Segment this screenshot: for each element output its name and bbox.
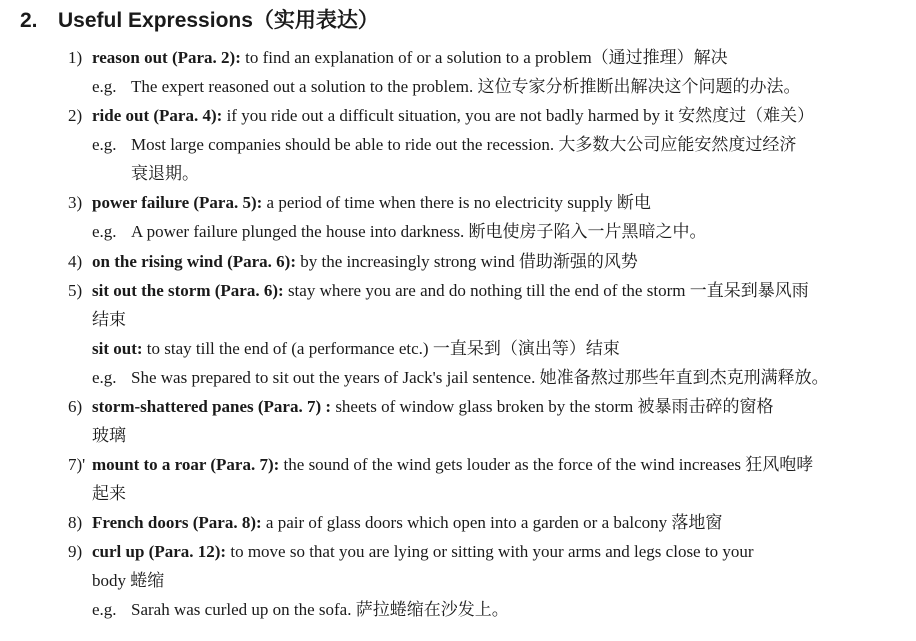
item-def-text: a pair of glass doors which open into a garden or a balcony 落地窗 (261, 513, 723, 532)
item-def-text: by the increasingly strong wind 借助渐强的风势 (296, 252, 638, 271)
item-definition (92, 250, 638, 274)
eg-label: e.g. (92, 77, 117, 96)
item-definition (92, 279, 809, 303)
item-def-text: to move so that you are lying or sitting with your arms and legs close to your (226, 542, 754, 561)
item-def-text: to find an explanation of or a solution to a problem（通过推理）解决 (240, 48, 728, 67)
item-def-text: sheets of window glass broken by the storm 被暴雨击碎的窗格 (331, 397, 774, 416)
item-definition (92, 511, 722, 535)
item-term: on the rising wind (Para. 6): (92, 252, 296, 271)
example-text: She was prepared to sit out the years of Jack's jail sentence. 她准备熬过那些年直到杰克刑满释放。 (131, 368, 829, 387)
item-def-cont: body 蜷缩 (92, 571, 165, 590)
item-def-text: stay where you are and do nothing till the end of the storm 一直呆到暴风雨 (283, 281, 809, 300)
sub-definition-text (92, 337, 620, 361)
section-title: Useful Expressions（实用表达） (58, 9, 379, 32)
item-number: 3) (68, 193, 83, 212)
item-definition (92, 104, 814, 128)
item-def-text: the sound of the wind gets louder as the force of the wind increases 狂风咆哮 (279, 455, 814, 474)
sub-def-text: to stay till the end of (a performance etc.) 一直呆到（演出等）结束 (142, 339, 620, 358)
item-number: 6) (68, 397, 83, 416)
item-number: 7)' (68, 455, 86, 474)
item-term: ride out (Para. 4): (92, 106, 223, 125)
item-number: 1) (68, 48, 83, 67)
eg-label: e.g. (92, 135, 117, 154)
example-text: The expert reasoned out a solution to the problem. 这位专家分析推断出解决这个问题的办法。 (131, 77, 801, 96)
item-def-cont: 玻璃 (92, 426, 126, 445)
example-text: Most large companies should be able to ride out the recession. 大多数大公司应能安然度过经济 (131, 135, 797, 154)
item-definition (92, 453, 813, 477)
item-def-text: if you ride out a difficult situation, you are not badly harmed by it 安然度过（难关） (222, 106, 815, 125)
item-definition (92, 46, 728, 70)
example-text: A power failure plunged the house into darkness. 断电使房子陷入一片黑暗之中。 (131, 222, 707, 241)
example-text-cont: 衰退期。 (131, 164, 199, 183)
example-text: Sarah was curled up on the sofa. 萨拉蜷缩在沙发上。 (131, 600, 509, 619)
eg-label: e.g. (92, 222, 117, 241)
item-definition (92, 540, 753, 564)
item-term: storm-shattered panes (Para. 7) : (92, 397, 332, 416)
item-term: reason out (Para. 2): (92, 48, 241, 67)
section-heading (20, 6, 379, 36)
item-term: curl up (Para. 12): (92, 542, 227, 561)
section-number: 2. (20, 9, 38, 32)
sub-term: sit out: (92, 339, 143, 358)
item-number: 4) (68, 252, 83, 271)
item-term: power failure (Para. 5): (92, 193, 263, 212)
item-term: mount to a roar (Para. 7): (92, 455, 280, 474)
item-def-cont: 起来 (92, 484, 126, 503)
item-number: 2) (68, 106, 83, 125)
eg-label: e.g. (92, 600, 117, 619)
eg-label: e.g. (92, 368, 117, 387)
item-def-cont: 结束 (92, 310, 126, 329)
item-number: 8) (68, 513, 83, 532)
item-def-text: a period of time when there is no electricity supply 断电 (262, 193, 651, 212)
item-number: 5) (68, 281, 83, 300)
item-term: French doors (Para. 8): (92, 513, 262, 532)
item-definition (92, 191, 651, 215)
item-term: sit out the storm (Para. 6): (92, 281, 284, 300)
item-definition (92, 395, 774, 419)
item-number: 9) (68, 542, 83, 561)
